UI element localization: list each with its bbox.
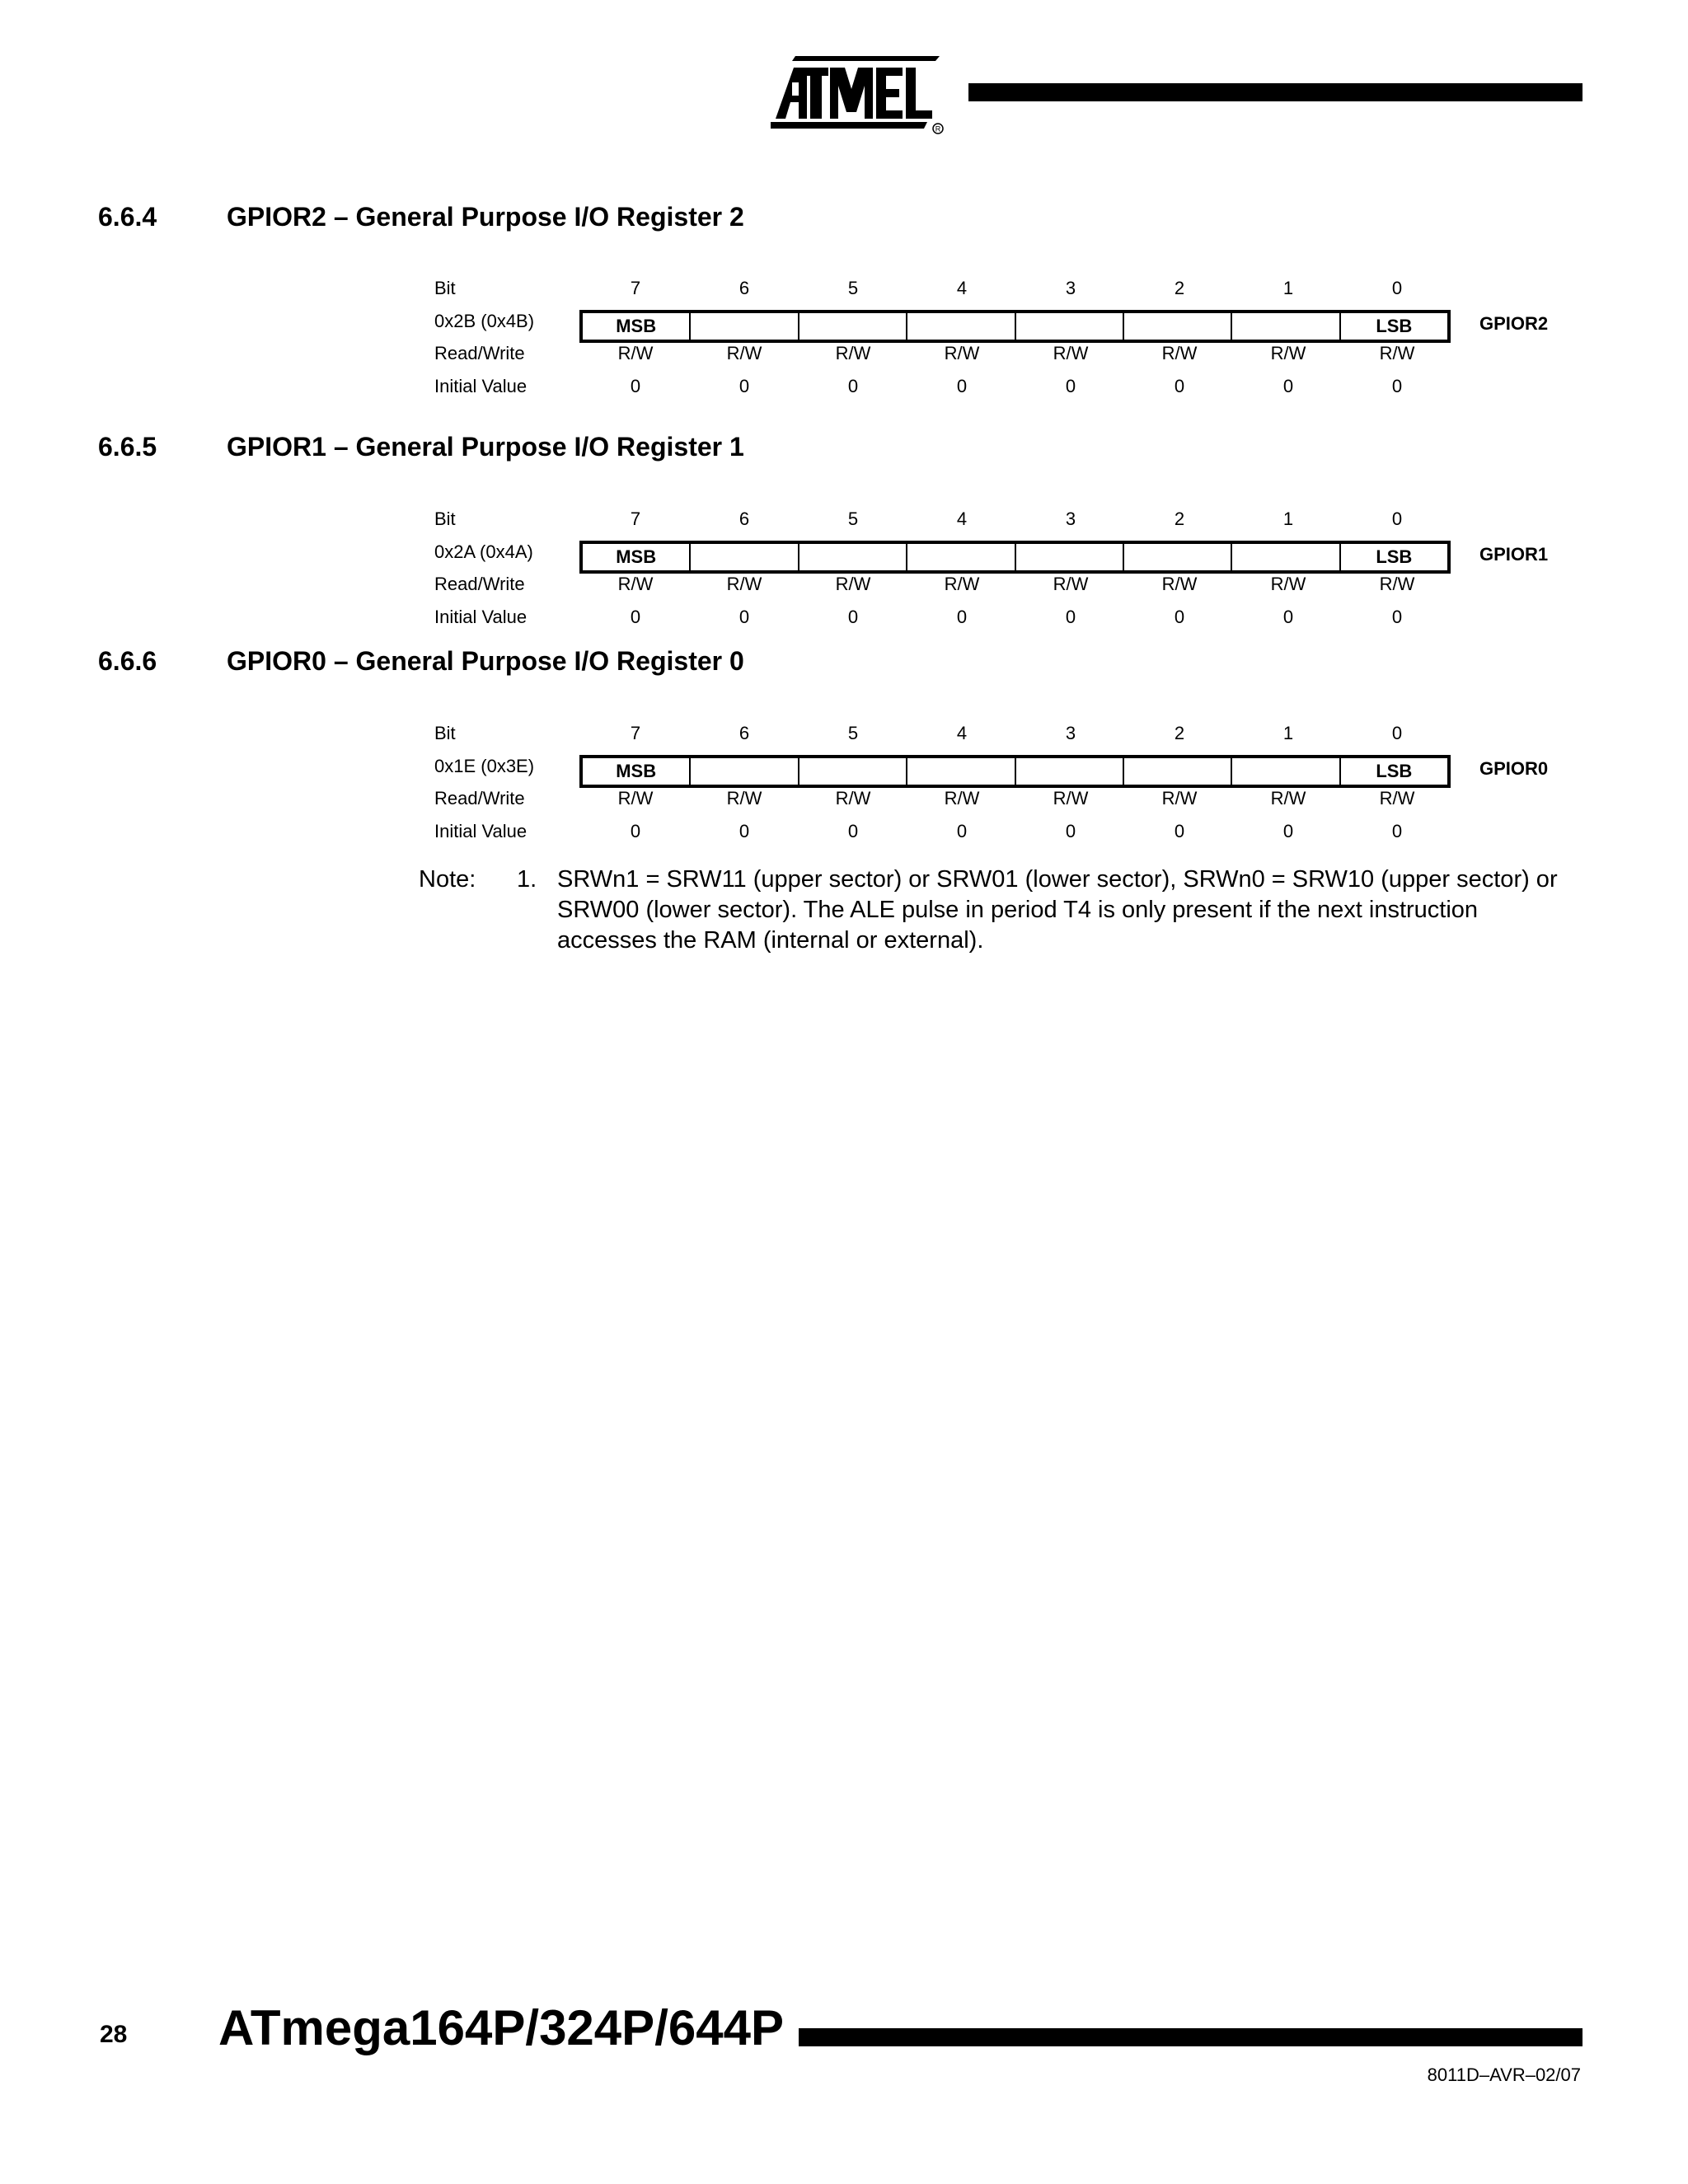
access-value: R/W — [1270, 788, 1306, 808]
initial-value: 0 — [847, 607, 859, 627]
access-value: R/W — [726, 343, 762, 363]
svg-text:R: R — [935, 124, 941, 134]
bit-number: 2 — [1174, 278, 1185, 298]
initial-value: 0 — [1065, 821, 1076, 841]
initial-value: 0 — [956, 821, 968, 841]
bit-cell: LSB — [1339, 544, 1447, 570]
access-value: R/W — [835, 343, 871, 363]
bit-number: 4 — [956, 509, 968, 529]
initial-value: 0 — [1065, 376, 1076, 396]
initial-value: 0 — [1282, 376, 1294, 396]
access-value: R/W — [617, 574, 654, 594]
access-value: R/W — [944, 343, 980, 363]
bit-cell — [1015, 313, 1123, 340]
access-value: R/W — [1161, 574, 1198, 594]
document-title: ATmega164P/324P/644P — [218, 2000, 784, 2055]
section-title: GPIOR1 – General Purpose I/O Register 1 — [227, 432, 744, 462]
bit-number: 5 — [847, 723, 859, 743]
access-value: R/W — [726, 574, 762, 594]
note-number: 1. — [517, 866, 537, 893]
initial-value: 0 — [1391, 821, 1403, 841]
bit-number: 1 — [1282, 509, 1294, 529]
bit-number: 3 — [1065, 278, 1076, 298]
access-value: R/W — [1053, 788, 1089, 808]
bit-number: 4 — [956, 278, 968, 298]
bit-cell — [689, 313, 797, 340]
initial-value: 0 — [847, 376, 859, 396]
section-title: GPIOR0 – General Purpose I/O Register 0 — [227, 646, 744, 676]
access-value: R/W — [944, 574, 980, 594]
header-rule — [968, 83, 1582, 101]
bit-number: 0 — [1391, 278, 1403, 298]
bit-cell — [1231, 758, 1339, 785]
initial-value-row-label: Initial Value — [434, 821, 528, 841]
initial-value: 0 — [630, 607, 641, 627]
bit-number: 7 — [630, 723, 641, 743]
bit-cell: LSB — [1339, 758, 1447, 785]
note-text: SRWn1 = SRW11 (upper sector) or SRW01 (lower sector), SRWn0 = SRW10 (upper sector) or SRW00 (lower sector). The ALE pulse in period T4 is only present if the next instruction accesses the RAM (internal or external). — [557, 866, 1558, 954]
bit-number: 7 — [630, 278, 641, 298]
bit-row-label: Bit — [434, 509, 456, 529]
register-address: 0x1E (0x3E) — [434, 756, 535, 776]
initial-value: 0 — [956, 607, 968, 627]
bit-number: 6 — [738, 723, 750, 743]
access-value: R/W — [1270, 574, 1306, 594]
initial-value: 0 — [738, 607, 750, 627]
section-number: 6.6.5 — [98, 432, 157, 462]
bit-row-label: Bit — [434, 723, 456, 743]
bit-cell — [689, 758, 797, 785]
access-value: R/W — [1270, 343, 1306, 363]
bit-number: 4 — [956, 723, 968, 743]
bit-cell — [1123, 758, 1231, 785]
register-bit-box — [579, 541, 1451, 574]
register-name: GPIOR2 — [1479, 313, 1549, 334]
footer-rule — [799, 2028, 1582, 2046]
note-label: Note: — [419, 866, 476, 893]
section-number: 6.6.4 — [98, 202, 157, 232]
register-bit-box — [579, 755, 1451, 788]
register-table-gpior2 — [433, 274, 1628, 401]
initial-value: 0 — [738, 376, 750, 396]
bit-number: 1 — [1282, 723, 1294, 743]
register-name: GPIOR1 — [1479, 544, 1549, 565]
bit-cell — [1231, 313, 1339, 340]
initial-value: 0 — [1391, 607, 1403, 627]
initial-value: 0 — [1282, 821, 1294, 841]
bit-row-label: Bit — [434, 278, 456, 298]
bit-cell — [1015, 544, 1123, 570]
bit-cell: MSB — [616, 546, 657, 567]
document-code: 8011D–AVR–02/07 — [1427, 2064, 1581, 2085]
register-name: GPIOR0 — [1479, 758, 1549, 779]
access-value: R/W — [617, 788, 654, 808]
read-write-row-label: Read/Write — [434, 343, 525, 363]
initial-value: 0 — [1174, 821, 1185, 841]
register-table-gpior0 — [433, 719, 1628, 846]
register-bit-box — [579, 310, 1451, 343]
bit-cell — [1123, 313, 1231, 340]
access-value: R/W — [1053, 574, 1089, 594]
access-value: R/W — [726, 788, 762, 808]
bit-cell: MSB — [616, 761, 657, 781]
bit-cell — [798, 313, 906, 340]
bit-cell — [1015, 758, 1123, 785]
bit-number: 2 — [1174, 723, 1185, 743]
initial-value: 0 — [1282, 607, 1294, 627]
access-value: R/W — [1379, 788, 1415, 808]
access-value: R/W — [1053, 343, 1089, 363]
bit-cell — [906, 758, 1014, 785]
bit-number: 0 — [1391, 509, 1403, 529]
bit-number: 6 — [738, 509, 750, 529]
initial-value: 0 — [847, 821, 859, 841]
bit-number: 3 — [1065, 509, 1076, 529]
access-value: R/W — [1379, 574, 1415, 594]
bit-number: 3 — [1065, 723, 1076, 743]
initial-value: 0 — [630, 821, 641, 841]
bit-cell — [1231, 544, 1339, 570]
bit-cell — [906, 313, 1014, 340]
bit-cell — [798, 544, 906, 570]
initial-value: 0 — [1174, 607, 1185, 627]
access-value: R/W — [835, 788, 871, 808]
bit-number: 0 — [1391, 723, 1403, 743]
initial-value: 0 — [1174, 376, 1185, 396]
initial-value: 0 — [738, 821, 750, 841]
page-number: 28 — [100, 2021, 128, 2048]
bit-cell — [1123, 544, 1231, 570]
bit-number: 7 — [630, 509, 641, 529]
initial-value-row-label: Initial Value — [434, 376, 528, 396]
access-value: R/W — [1161, 343, 1198, 363]
section-title: GPIOR2 – General Purpose I/O Register 2 — [227, 202, 744, 232]
register-address: 0x2A (0x4A) — [434, 541, 533, 562]
access-value: R/W — [835, 574, 871, 594]
bit-cell — [906, 544, 1014, 570]
access-value: R/W — [1161, 788, 1198, 808]
initial-value: 0 — [956, 376, 968, 396]
register-table-gpior1 — [433, 504, 1628, 632]
bit-cell — [798, 758, 906, 785]
initial-value-row-label: Initial Value — [434, 607, 528, 627]
bit-cell — [689, 544, 797, 570]
atmel-logo — [771, 49, 945, 135]
access-value: R/W — [617, 343, 654, 363]
bit-cell: MSB — [616, 316, 657, 336]
initial-value: 0 — [1391, 376, 1403, 396]
bit-number: 1 — [1282, 278, 1294, 298]
access-value: R/W — [944, 788, 980, 808]
bit-number: 6 — [738, 278, 750, 298]
bit-number: 5 — [847, 278, 859, 298]
access-value: R/W — [1379, 343, 1415, 363]
bit-number: 2 — [1174, 509, 1185, 529]
bit-number: 5 — [847, 509, 859, 529]
read-write-row-label: Read/Write — [434, 788, 525, 808]
read-write-row-label: Read/Write — [434, 574, 525, 594]
bit-cell: LSB — [1339, 313, 1447, 340]
initial-value: 0 — [1065, 607, 1076, 627]
register-address: 0x2B (0x4B) — [434, 311, 535, 331]
section-number: 6.6.6 — [98, 646, 157, 676]
initial-value: 0 — [630, 376, 641, 396]
